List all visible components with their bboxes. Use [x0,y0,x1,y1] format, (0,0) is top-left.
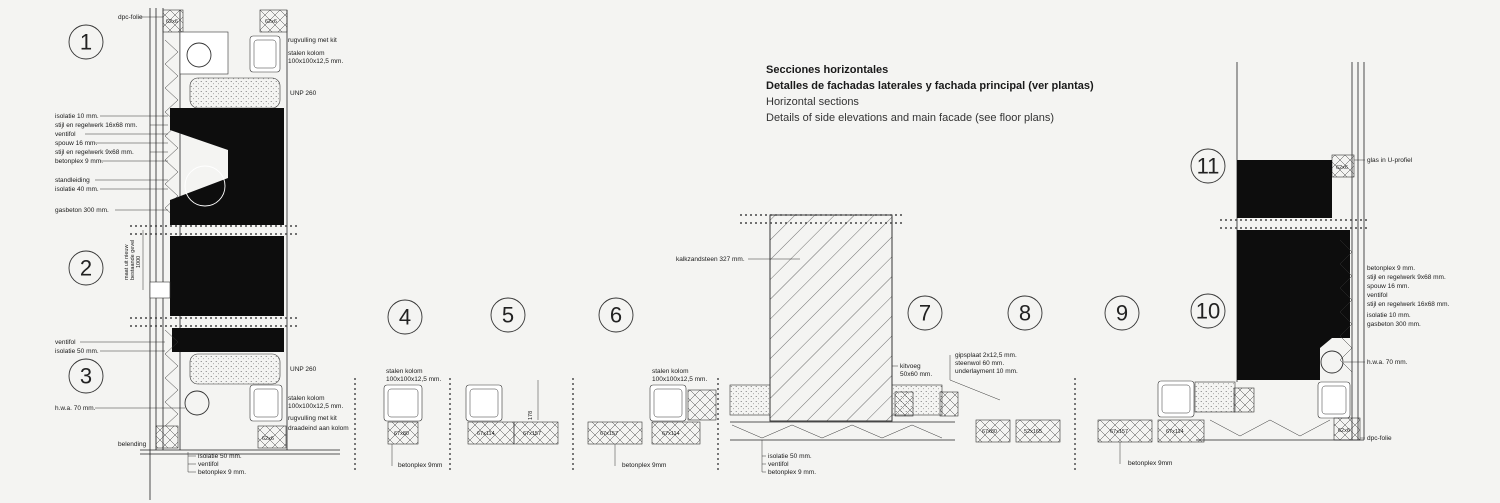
lbl-kalkzandsteen: kalkzandsteen 327 mm. [676,256,745,263]
lbl-stalen-kolom-b: stalen kolom [288,395,325,402]
lbl-isolatie-40: isolatie 40 mm. [55,186,99,193]
marker-5 [491,298,525,332]
lbl-dpc-folie: dpc-folie [118,14,143,21]
marker-2-label: 2 [79,255,93,281]
lbl-isolatie-50: isolatie 50 mm. [55,348,99,355]
size-5a: 67x114 [477,431,495,437]
size-4a: 67x80 [394,431,409,437]
marker-4-label: 4 [398,304,412,330]
svg-text:62x6: 62x6 [262,436,274,442]
detail-7 [676,215,958,476]
lbl-ventifol-mid: ventifol [768,461,789,468]
size-6a: 67x157 [600,431,619,437]
lbl-underlayment: underlayment 10 mm. [955,368,1018,375]
size-9b: 67x114 [1166,429,1184,435]
lbl-stalen-kolom-b-size: 100x100x12,5 mm. [288,403,344,410]
size-6b: 67x114 [662,431,680,437]
marker-2 [69,251,103,285]
lbl-r-isolatie: isolatie 10 mm. [1367,312,1411,319]
lbl-stijl-9x68: stijl en regelwerk 9x68 mm. [55,149,134,156]
title-es-line2: Detalles de fachadas laterales y fachada principal (ver plantas) [766,80,1094,92]
marker-6 [599,298,633,332]
detail-8 [950,352,1075,470]
marker-7 [908,296,942,330]
lbl-ventifol-2: ventifol [55,339,76,346]
lbl-stalen-kolom-size: 100x100x12,5 mm. [288,58,344,65]
lbl-r-stijl-16x68: stijl en regelwerk 16x68 mm. [1367,301,1450,308]
lbl-betonplex-9: betonplex 9 mm. [55,158,104,165]
lbl-rugvulling-b: rugvulling met kit [288,415,337,422]
lbl-gasbeton-300: gasbeton 300 mm. [55,207,109,214]
lbl-ventifol-3: ventifol [198,461,219,468]
dim-178: 178 [528,410,534,420]
lbl-stalen-kolom-6-size: 100x100x12,5 mm. [652,376,708,383]
title-en-line2: Details of side elevations and main facade (see floor plans) [766,112,1054,124]
lbl-r-betonplex: betonplex 9 mm. [1367,265,1416,272]
marker-10-label: 10 [1195,298,1221,324]
lbl-belending: belending [118,441,147,448]
marker-8-label: 8 [1018,300,1032,326]
size-8b: 52x165 [1024,429,1043,435]
maat-label-2: bestaande gevel [130,239,136,280]
lbl-stalen-kolom: stalen kolom [288,50,325,57]
lbl-r-stijl-9x68: stijl en regelwerk 9x68 mm. [1367,274,1446,281]
marker-6-label: 6 [609,302,623,328]
size-8a: 67x80 [982,429,997,435]
size-62x6-bot: 62x6 [1338,428,1350,434]
lbl-kitvoeg: kitvoeg [900,363,921,370]
lbl-r-gasbeton: gasbeton 300 mm. [1367,321,1421,328]
lbl-standleiding: standleiding [55,177,90,184]
size-9a: 67x157 [1110,429,1129,435]
svg-text:62x6: 62x6 [166,19,178,25]
lbl-betonplex-4: betonplex 9mm [398,462,443,469]
lbl-hwa-70: h.w.a. 70 mm. [55,405,96,412]
lbl-rugvulling: rugvulling met kit [288,37,337,44]
detail-6 [588,368,718,470]
lbl-kitvoeg-size: 50x60 mm. [900,371,933,378]
lbl-r-ventifol: ventifol [1367,292,1388,299]
lbl-isolatie-50-b: isolatie 50 mm. [198,453,242,460]
lbl-r-hwa: h.w.a. 70 mm. [1367,359,1408,366]
lbl-spouw-16: spouw 16 mm. [55,140,98,147]
lbl-steenwol: steenwol 60 mm. [955,360,1005,367]
lbl-betonplex-9-b: betonplex 9 mm. [198,469,247,476]
marker-1-label: 1 [79,29,93,55]
lbl-isolatie-50-mid: isolatie 50 mm. [768,453,812,460]
lbl-betonplex-6: betonplex 9mm [622,462,667,469]
marker-3 [69,359,103,393]
marker-11 [1191,149,1225,183]
marker-9-label: 9 [1115,300,1129,326]
title-es-line1: Secciones horizontales [766,64,889,76]
lbl-betonplex-mid: betonplex 9 mm. [768,469,817,476]
marker-3-label: 3 [79,363,93,389]
marker-4 [388,300,422,334]
maat-label: maat uit nieuw [124,244,130,280]
marker-1 [69,25,103,59]
lbl-unp-260: UNP 260 [290,90,317,97]
svg-text:62x6: 62x6 [265,19,277,25]
lbl-betonplex-9: betonplex 9mm [1128,460,1173,467]
lbl-isolatie-10: isolatie 10 mm. [55,113,99,120]
detail-4-5 [355,368,573,470]
lbl-stalen-kolom-6: stalen kolom [652,368,689,375]
size-62x6-top: 62x6 [1336,165,1348,171]
marker-5-label: 5 [501,302,515,328]
marker-10 [1191,294,1225,328]
size-5b: 67x157 [523,431,542,437]
lbl-r-spouw: spouw 16 mm. [1367,283,1410,290]
lbl-stalen-kolom-4: stalen kolom [386,368,423,375]
title-en-line1: Horizontal sections [766,96,859,108]
lbl-stijl-16x68: stijl en regelwerk 16x68 mm. [55,122,138,129]
lbl-r-dpc-folie: dpc-folie [1367,435,1392,442]
lbl-draadeind: draadeind aan kolom [288,425,349,432]
lbl-glas-u-profiel: glas in U-profiel [1367,157,1413,164]
lbl-ventifol: ventifol [55,131,76,138]
detail-9-10 [1098,381,1330,467]
marker-11-label: 11 [1196,153,1220,179]
marker-9 [1105,296,1139,330]
maat-1000: 1000 [136,255,142,268]
lbl-gipsplaat: gipsplaat 2x12,5 mm. [955,352,1017,359]
lbl-stalen-kolom-4-size: 100x100x12,5 mm. [386,376,442,383]
marker-7-label: 7 [918,300,932,326]
lbl-unp-260-b: UNP 260 [290,366,317,373]
marker-8 [1008,296,1042,330]
